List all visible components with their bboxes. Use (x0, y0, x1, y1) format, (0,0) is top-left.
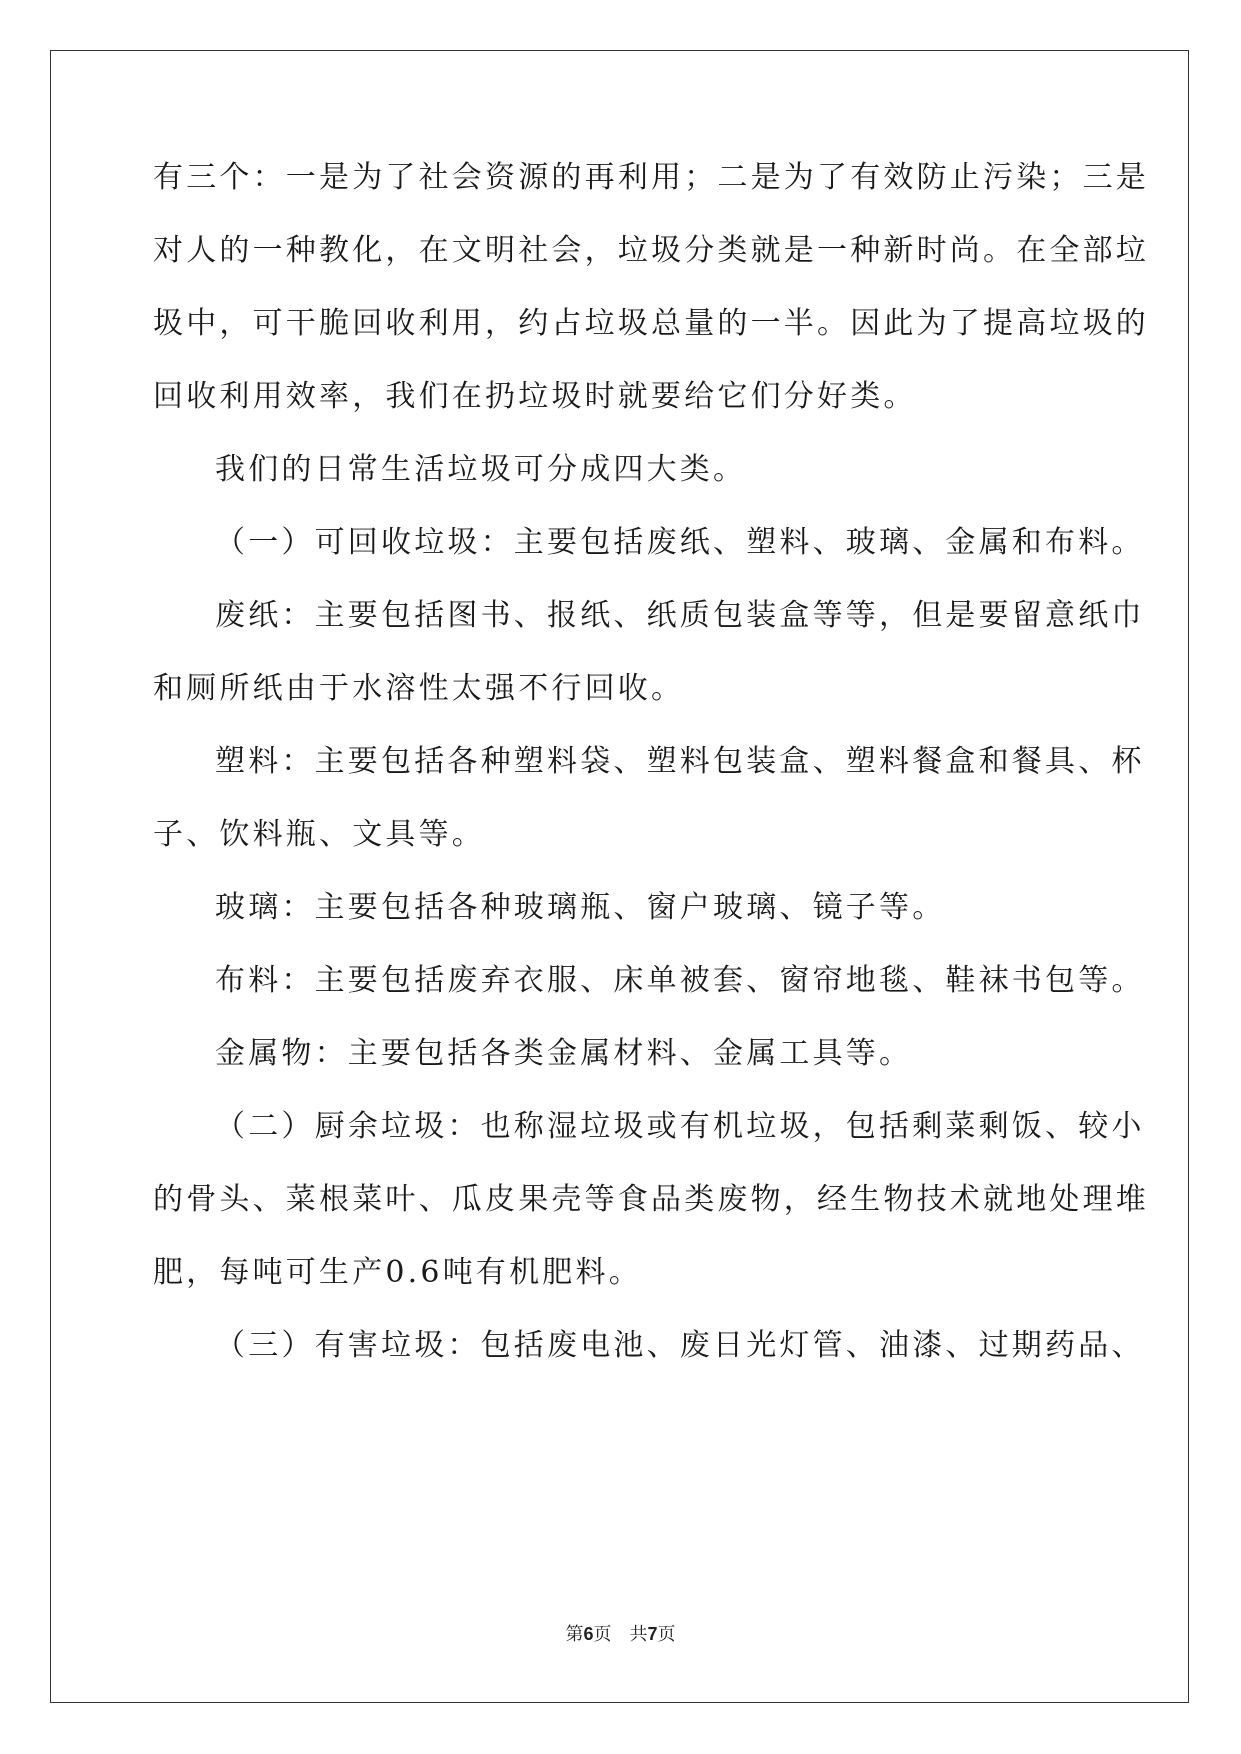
total-pages-number: 7 (647, 1624, 658, 1644)
text-line: 金属物：主要包括各类金属材料、金属工具等。 (215, 1036, 913, 1071)
section-heading-hazardous: （三）有害垃圾：包括废电池、废日光灯管、油漆、过期药品、 (215, 1328, 1145, 1363)
text-line: 子、饮料瓶、文具等。 (153, 817, 485, 852)
text-line: 圾中，可干脆回收利用，约占垃圾总量的一半。因此为了提高垃圾的 (153, 306, 1149, 341)
current-page-number: 6 (583, 1624, 594, 1644)
text-line: 肥，每吨可生产0.6吨有机肥料。 (153, 1255, 642, 1290)
text-line: 有三个：一是为了社会资源的再利用；二是为了有效防止污染；三是 (153, 160, 1149, 195)
text-line: 和厕所纸由于水溶性太强不行回收。 (153, 671, 685, 706)
page-border (50, 50, 1189, 1703)
total-suffix: 页 (657, 1624, 676, 1645)
total-prefix: 共 (629, 1624, 648, 1645)
text-line: 对人的一种教化，在文明社会，垃圾分类就是一种新时尚。在全部垃 (153, 233, 1149, 268)
section-heading-recyclable: （一）可回收垃圾：主要包括废纸、塑料、玻璃、金属和布料。 (215, 525, 1145, 560)
text-line: 布料：主要包括废弃衣服、床单被套、窗帘地毯、鞋袜书包等。 (215, 963, 1145, 998)
text-line: 我们的日常生活垃圾可分成四大类。 (215, 452, 747, 487)
text-line: 塑料：主要包括各种塑料袋、塑料包装盒、塑料餐盒和餐具、杯 (215, 744, 1145, 779)
text-line: 回收利用效率，我们在扔垃圾时就要给它们分好类。 (153, 379, 917, 414)
page-footer (0, 1622, 1241, 1647)
section-heading-kitchen-waste: （二）厨余垃圾：也称湿垃圾或有机垃圾，包括剩菜剩饭、较小 (215, 1109, 1145, 1144)
page-prefix: 第 (565, 1624, 584, 1645)
text-line: 玻璃：主要包括各种玻璃瓶、窗户玻璃、镜子等。 (215, 890, 946, 925)
text-line: 的骨头、菜根菜叶、瓜皮果壳等食品类废物，经生物技术就地处理堆 (153, 1182, 1149, 1217)
text-line: 废纸：主要包括图书、报纸、纸质包装盒等等，但是要留意纸巾 (215, 598, 1145, 633)
page-suffix: 页 (593, 1624, 612, 1645)
